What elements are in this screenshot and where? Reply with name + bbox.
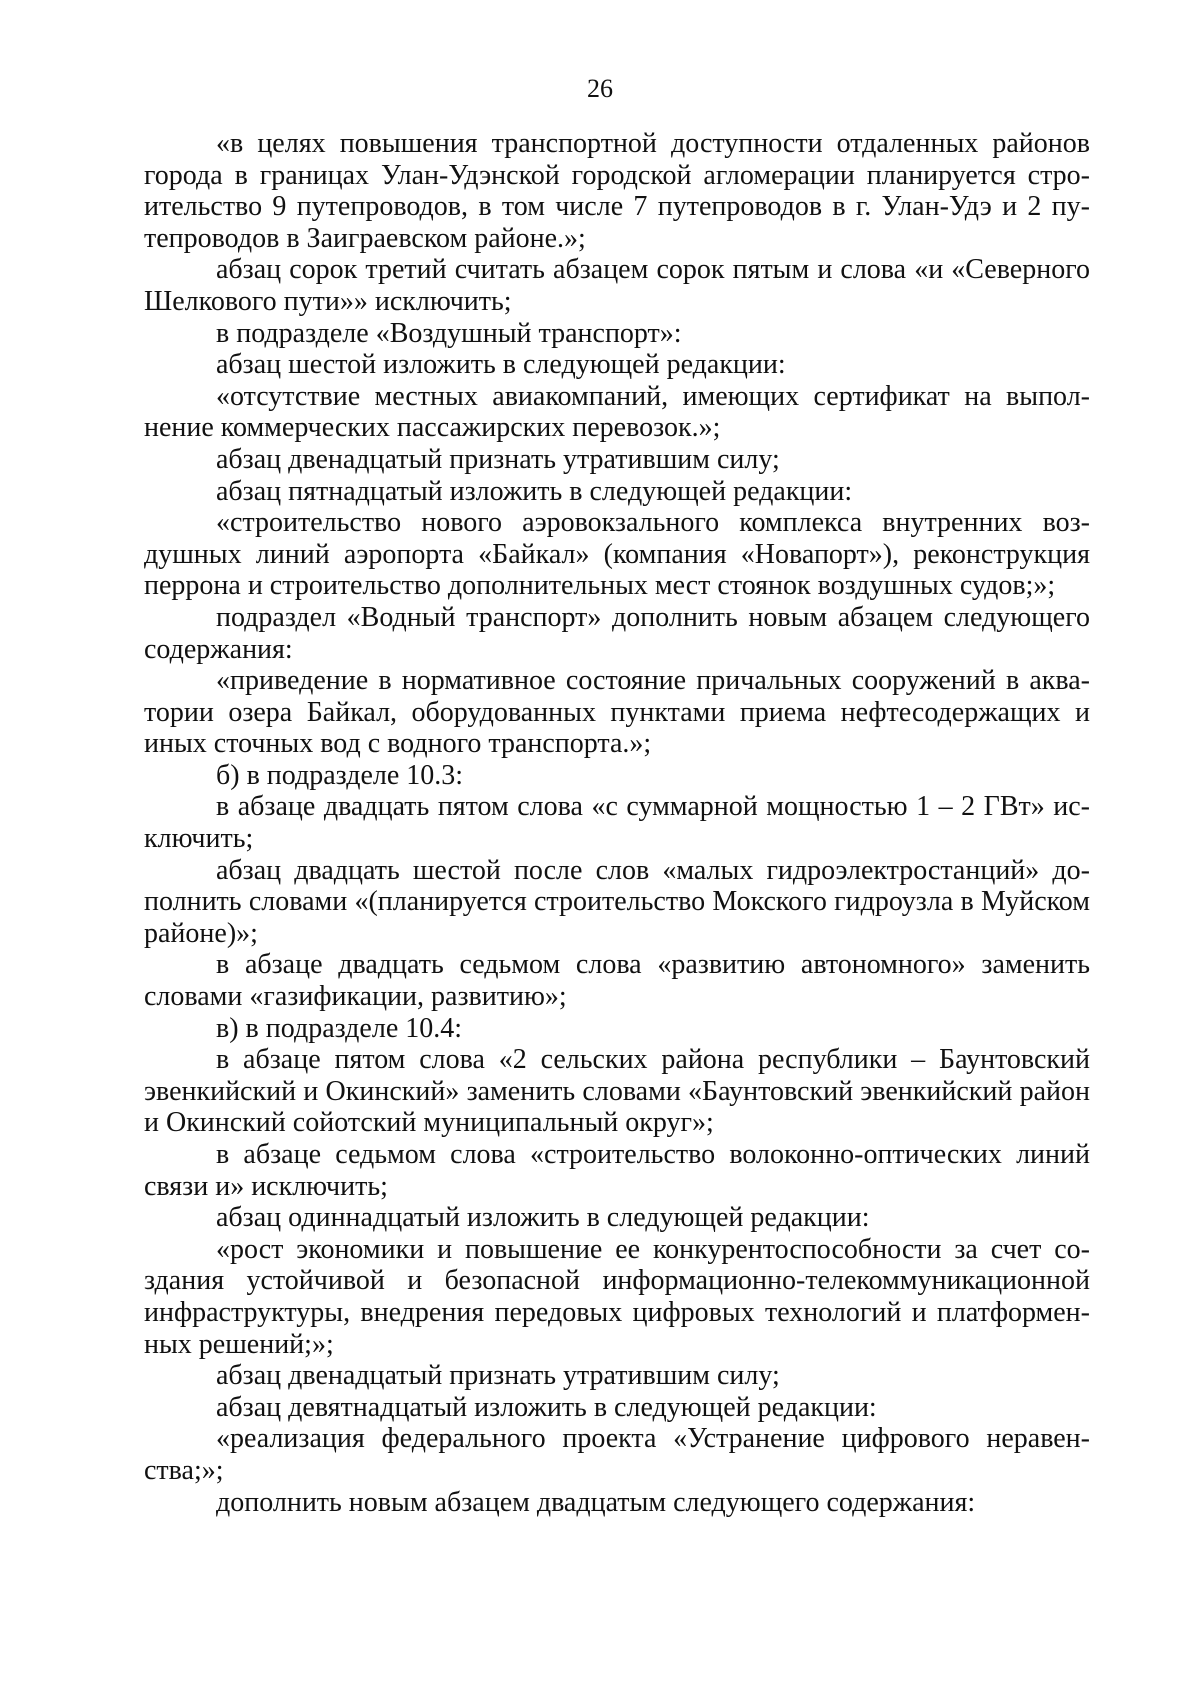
paragraph: «реализация федерального проекта «Устранение цифрового неравенства;»; <box>144 1423 1090 1486</box>
paragraph: в абзаце двадцать седьмом слова «развитию автономного» заменить словами «газификации, развитию»; <box>144 949 1090 1013</box>
paragraph: абзац двенадцатый признать утратившим силу; <box>216 443 780 475</box>
paragraph: в абзаце седьмом слова «строительство волоконно-оптических линий связи и» исключить; <box>144 1139 1090 1202</box>
paragraph: «строительство нового аэровокзального комплекса внутренних воздушных линий аэропорта «Байкал» (компания «Новапорт»), реконструкция перрона и строительство дополнительных мест стоянок воздушных судов;»; <box>144 507 1090 602</box>
paragraph: абзац сорок третий считать абзацем сорок пятым и слова «и «Северного Шелкового пути»» исключить; <box>144 254 1090 317</box>
paragraph: подраздел «Водный транспорт» дополнить новым абзацем следующего содержания: <box>144 601 1090 665</box>
paragraph: абзац пятнадцатый изложить в следующей редакции: <box>216 475 853 507</box>
paragraph: абзац одиннадцатый изложить в следующей редакции: <box>216 1202 870 1234</box>
paragraph: «приведение в нормативное состояние причальных сооружений в акватории озера Байкал, оборудованных пунктами приема нефтесодержащих и иных сточных вод с водного транспорта.»; <box>144 665 1090 760</box>
paragraph: «рост экономики и повышение ее конкурентоспособности за счет создания устойчивой и безопасной информационно-телекоммуникационной инфраструктуры, внедрения передовых цифровых технологий и платформенных решений;»; <box>144 1233 1090 1360</box>
paragraph: в абзаце двадцать пятом слова «с суммарной мощностью 1 – 2 ГВт» исключить; <box>144 791 1090 855</box>
paragraph: дополнить новым абзацем двадцатым следующего содержания: <box>216 1486 976 1518</box>
paragraph: «отсутствие местных авиакомпаний, имеющих сертификат на выполнение коммерческих пассажирских перевозок.»; <box>144 380 1090 444</box>
paragraph: «в целях повышения транспортной доступности отдаленных районов города в границах Улан-Удэнской городской агломерации планируется строительство 9 путепроводов, в том числе 7 путепроводов в г. Улан-Удэ и 2 путепроводов в Заиграевском районе.»; <box>144 128 1090 254</box>
paragraph: абзац двадцать шестой после слов «малых гидроэлектростанций» дополнить словами «(планируется строительство Мокского гидроузла в Муйском районе)»; <box>144 854 1090 949</box>
paragraph: в подразделе «Воздушный транспорт»: <box>216 317 682 349</box>
document-body <box>144 128 1090 1518</box>
page-number: 26 <box>587 74 613 103</box>
paragraph: б) в подразделе 10.3: <box>216 759 464 791</box>
paragraph: в абзаце пятом слова «2 сельских района республики – Баунтовский эвенкийский и Окинский» заменить словами «Баунтовский эвенкийский район и Окинский сойотский муниципальный округ»; <box>144 1044 1090 1139</box>
paragraph: абзац девятнадцатый изложить в следующей редакции: <box>216 1391 877 1423</box>
paragraph: абзац шестой изложить в следующей редакции: <box>216 349 786 381</box>
paragraph: абзац двенадцатый признать утратившим силу; <box>216 1360 780 1392</box>
paragraph: в) в подразделе 10.4: <box>216 1012 463 1044</box>
